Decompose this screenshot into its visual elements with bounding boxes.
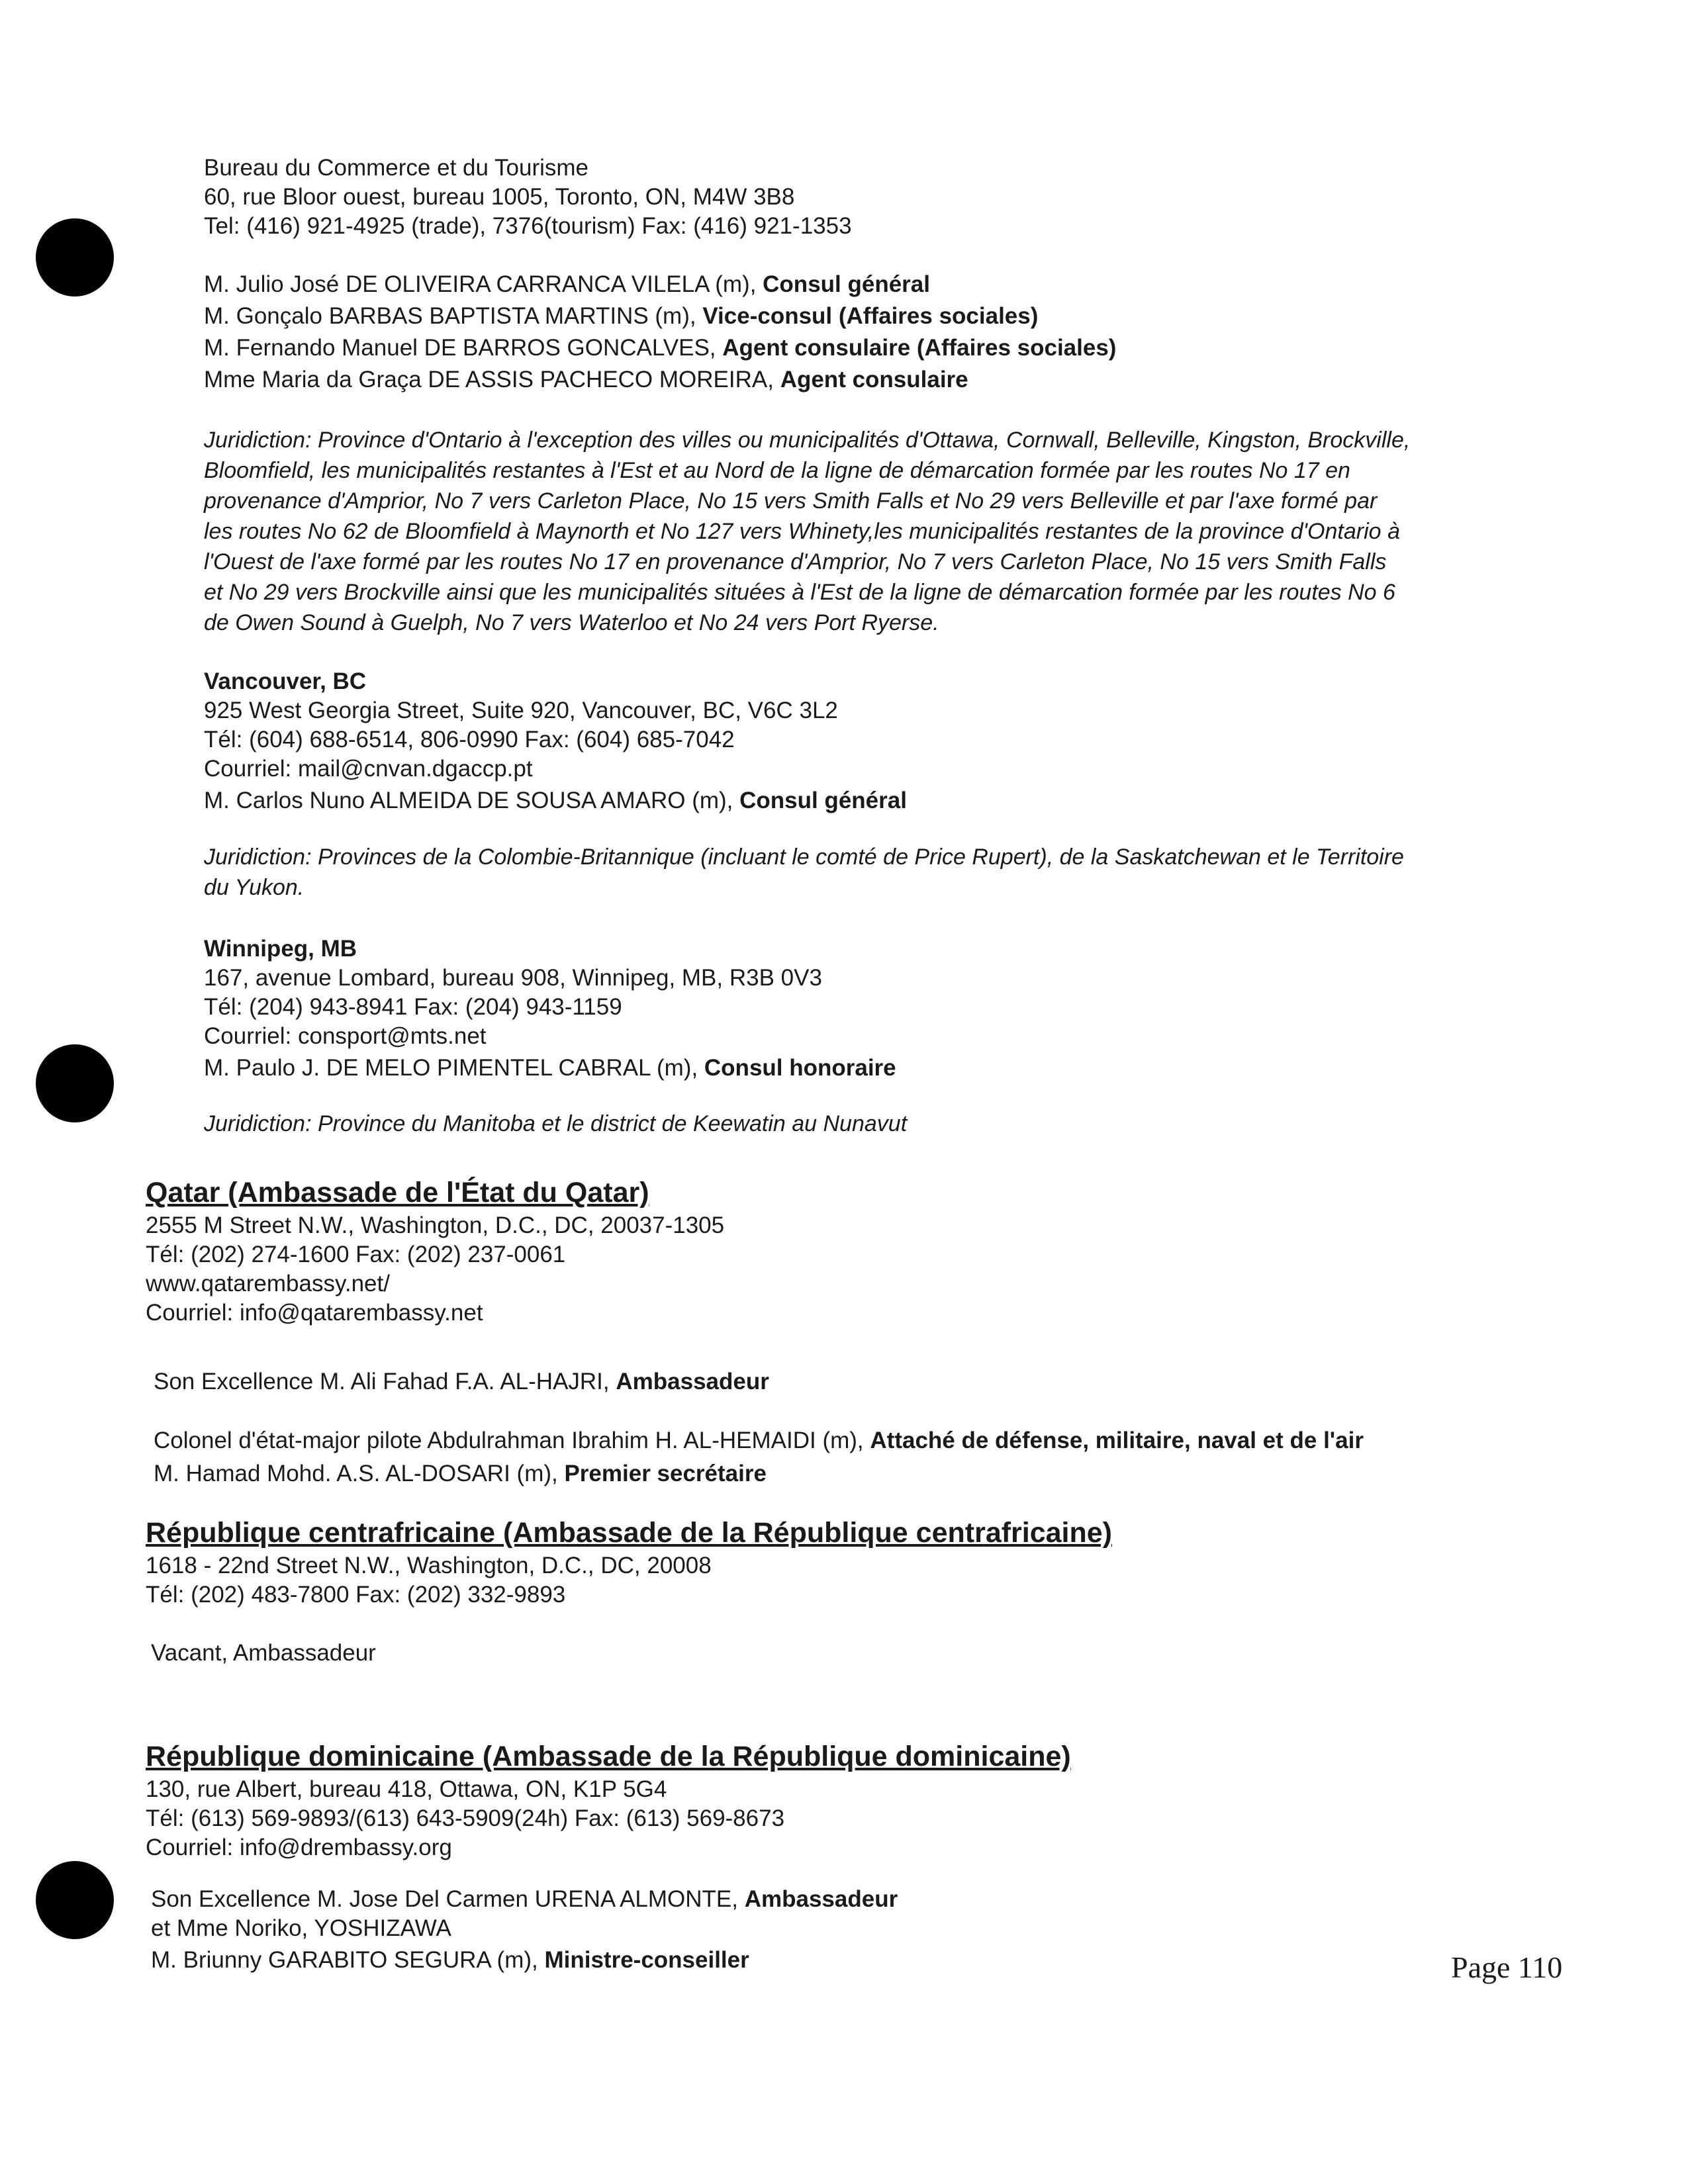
staff-entry	[154, 1457, 1364, 1490]
punch-hole-middle	[36, 1044, 114, 1122]
staff-name: M. Hamad Mohd. A.S. AL-DOSARI (m),	[154, 1461, 565, 1486]
staff-title: Consul général	[763, 271, 930, 297]
staff-title: Consul honoraire	[704, 1055, 896, 1081]
staff-title: Agent consulaire (Affaires sociales)	[722, 335, 1117, 361]
staff-entry	[204, 269, 1116, 300]
staff-entry	[204, 1054, 896, 1083]
staff-title: Attaché de défense, militaire, naval et de l'air	[870, 1428, 1364, 1453]
car-ambassador	[151, 1639, 376, 1668]
staff-title: Vice-consul (Affaires sociales)	[702, 303, 1039, 329]
consulate-email: Courriel: mail@cnvan.dgaccp.pt	[204, 756, 533, 782]
jurisdiction-line: de Owen Sound à Guelph, No 7 vers Waterloo et No 24 vers Port Ryerse.	[204, 610, 939, 635]
qatar-contact	[146, 1211, 724, 1328]
staff-name: M. Briunny GARABITO SEGURA (m),	[151, 1947, 545, 1973]
staff-entry	[151, 1946, 898, 1975]
office-address: 60, rue Bloor ouest, bureau 1005, Toronto, ON, M4W 3B8	[204, 184, 795, 210]
city-heading: Winnipeg, MB	[204, 936, 357, 962]
jurisdiction-line: les routes No 62 de Bloomfield à Maynorth et No 127 vers Whinety,les municipalités restantes de la province d'Ontario à	[204, 519, 1400, 544]
staff-entry	[204, 332, 1116, 364]
winnipeg-jurisdiction	[204, 1109, 907, 1138]
dominican-staff-list	[151, 1885, 898, 1975]
jurisdiction-line: du Yukon.	[204, 875, 305, 900]
section-heading-dominican-republic: République dominicaine (Ambassade de la République dominicaine)	[146, 1741, 1071, 1772]
staff-entry	[151, 1885, 898, 1914]
staff-name: Mme Maria da Graça DE ASSIS PACHECO MOREIRA,	[204, 367, 780, 392]
jurisdiction-line: Bloomfield, les municipalités restantes à l'Est et au Nord de la ligne de démarcation formée par les routes No 17 en	[204, 458, 1350, 483]
staff-entry: Vacant, Ambassadeur	[151, 1640, 376, 1666]
embassy-email: Courriel: info@qatarembassy.net	[146, 1300, 483, 1326]
staff-name: M. Julio José DE OLIVEIRA CARRANCA VILELA (m),	[204, 271, 763, 297]
staff-name: Colonel d'état-major pilote Abdulrahman Ibrahim H. AL-HEMAIDI (m),	[154, 1428, 870, 1453]
qatar-staff-list	[154, 1424, 1364, 1490]
jurisdiction-line: Juridiction: Province du Manitoba et le district de Keewatin au Nunavut	[204, 1111, 908, 1136]
vancouver-consulate	[204, 667, 907, 815]
staff-title: Ministre-conseiller	[544, 1947, 749, 1973]
consulate-address: 167, avenue Lombard, bureau 908, Winnipeg, MB, R3B 0V3	[204, 965, 822, 991]
staff-title: Ambassadeur	[616, 1369, 769, 1394]
consulate-email: Courriel: consport@mts.net	[204, 1023, 487, 1049]
embassy-address: 130, rue Albert, bureau 418, Ottawa, ON, K1P 5G4	[146, 1776, 667, 1802]
section-heading-central-african-republic: République centrafricaine (Ambassade de la République centrafricaine)	[146, 1517, 1113, 1549]
section-heading-qatar: Qatar (Ambassade de l'État du Qatar)	[146, 1177, 649, 1208]
staff-name: Son Excellence M. Jose Del Carmen URENA ALMONTE,	[151, 1886, 745, 1912]
jurisdiction-line: l'Ouest de l'axe formé par les routes No 17 en provenance d'Amprior, No 7 vers Carleton Place, No 15 vers Smith Falls	[204, 549, 1387, 574]
consulate-address: 925 West Georgia Street, Suite 920, Vancouver, BC, V6C 3L2	[204, 698, 838, 723]
embassy-email: Courriel: info@drembassy.org	[146, 1835, 452, 1860]
jurisdiction-line: Juridiction: Province d'Ontario à l'exception des villes ou municipalités d'Ottawa, Cornwall, Belleville, Kingston, Brockville,	[204, 428, 1411, 453]
jurisdiction-line: provenance d'Amprior, No 7 vers Carleton Place, No 15 vers Smith Falls et No 29 vers Belleville et par l'axe formé par	[204, 488, 1378, 514]
staff-entry	[154, 1424, 1364, 1457]
staff-title: Agent consulaire	[780, 367, 968, 392]
spouse-entry: et Mme Noriko, YOSHIZAWA	[151, 1915, 451, 1941]
car-contact	[146, 1551, 712, 1610]
staff-entry	[154, 1367, 769, 1396]
staff-name: M. Fernando Manuel DE BARROS GONCALVES,	[204, 335, 723, 361]
office-name: Bureau du Commerce et du Tourisme	[204, 155, 589, 181]
city-heading: Vancouver, BC	[204, 668, 367, 694]
jurisdiction-line: et No 29 vers Brockville ainsi que les municipalités situées à l'Est de la ligne de démarcation formée par les routes No 6	[204, 580, 1395, 605]
qatar-ambassador	[154, 1367, 769, 1396]
staff-name: M. Gonçalo BARBAS BAPTISTA MARTINS (m),	[204, 303, 703, 329]
jurisdiction-line: Juridiction: Provinces de la Colombie-Britannique (incluant le comté de Price Rupert), de la Saskatchewan et le Territoire	[204, 844, 1404, 870]
embassy-phone: Tél: (613) 569-9893/(613) 643-5909(24h) Fax: (613) 569-8673	[146, 1805, 785, 1831]
dominican-contact	[146, 1775, 784, 1862]
staff-entry	[204, 300, 1116, 332]
consulate-phone: Tél: (204) 943-8941 Fax: (204) 943-1159	[204, 994, 622, 1020]
staff-name: M. Carlos Nuno ALMEIDA DE SOUSA AMARO (m),	[204, 788, 740, 813]
embassy-phone: Tél: (202) 483-7800 Fax: (202) 332-9893	[146, 1582, 566, 1608]
staff-name: M. Paulo J. DE MELO PIMENTEL CABRAL (m),	[204, 1055, 704, 1081]
embassy-website: www.qatarembassy.net/	[146, 1271, 390, 1297]
embassy-address: 2555 M Street N.W., Washington, D.C., DC, 20037-1305	[146, 1212, 725, 1238]
punch-hole-bottom	[36, 1861, 114, 1939]
page-number: Page 110	[1451, 1950, 1563, 1984]
staff-entry	[204, 786, 907, 815]
staff-title: Consul général	[739, 788, 907, 813]
staff-title: Premier secrétaire	[564, 1461, 767, 1486]
punch-hole-top	[36, 218, 114, 296]
staff-title: Ambassadeur	[744, 1886, 898, 1912]
toronto-jurisdiction	[204, 425, 1410, 638]
embassy-phone: Tél: (202) 274-1600 Fax: (202) 237-0061	[146, 1242, 566, 1267]
vancouver-jurisdiction	[204, 842, 1404, 903]
embassy-address: 1618 - 22nd Street N.W., Washington, D.C., DC, 20008	[146, 1553, 712, 1578]
staff-entry	[204, 364, 1116, 396]
consulate-phone: Tél: (604) 688-6514, 806-0990 Fax: (604) 685-7042	[204, 727, 735, 752]
staff-name: Son Excellence M. Ali Fahad F.A. AL-HAJRI,	[154, 1369, 616, 1394]
toronto-office-contact	[204, 154, 852, 241]
toronto-staff-list	[204, 269, 1116, 396]
winnipeg-consulate	[204, 934, 896, 1083]
office-phone: Tel: (416) 921-4925 (trade), 7376(tourism) Fax: (416) 921-1353	[204, 213, 852, 239]
